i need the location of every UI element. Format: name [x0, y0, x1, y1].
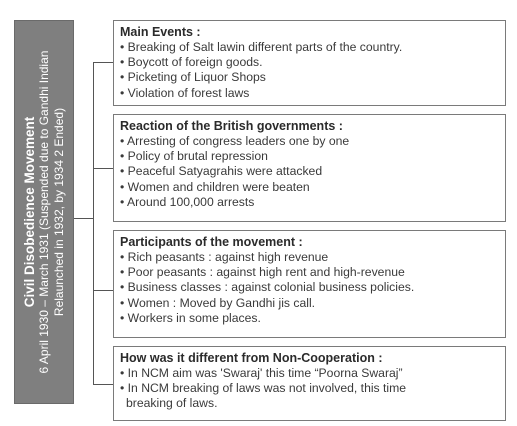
connector-from-panel [74, 218, 94, 219]
movement-title: Civil Disobedience Movement [21, 116, 37, 308]
list-item: • Policy of brutal repression [120, 149, 499, 164]
connector-difference [93, 384, 113, 385]
list-item: • Women : Moved by Gandhi jis call. [120, 296, 499, 311]
british-reaction-title: Reaction of the British governments : [120, 119, 343, 133]
main-events-box [113, 20, 506, 106]
list-item: • Picketing of Liquor Shops [120, 70, 499, 85]
list-item-continuation: breaking of laws. [126, 396, 218, 411]
list-item: • In NCM aim was 'Swaraj' this time “Poorna Swaraj” [120, 366, 499, 381]
list-item: • Peaceful Satyagrahis were attacked [120, 164, 499, 179]
main-events-title: Main Events : [120, 25, 201, 39]
list-item: • Workers in some places. [120, 311, 499, 326]
list-item: • In NCM breaking of laws was not involved, this time [120, 381, 499, 396]
participants-title: Participants of the movement : [120, 235, 303, 249]
list-item: • Violation of forest laws [120, 86, 499, 101]
movement-dates: 6 April 1930 – March 1931 (Suspended due to Gandhi Indian Relaunched in 1932, by 1934 2 Ended) [36, 50, 66, 374]
list-item: • Rich peasants : against high revenue [120, 250, 499, 265]
difference-box [113, 346, 506, 421]
list-item: • Breaking of Salt lawin different parts of the country. [120, 40, 499, 55]
list-item: • Women and children were beaten [120, 180, 499, 195]
list-item: • Boycott of foreign goods. [120, 55, 499, 70]
list-item: • Poor peasants : against high rent and high-revenue [120, 265, 499, 280]
connector-reaction [93, 168, 113, 169]
connector-spine [93, 62, 94, 384]
british-reaction-box [113, 114, 506, 222]
connector-participants [93, 290, 113, 291]
connector-main-events [93, 62, 113, 63]
participants-box [113, 230, 506, 338]
list-item: • Arresting of congress leaders one by one [120, 134, 499, 149]
movement-title-panel [14, 20, 74, 404]
difference-title: How was it different from Non-Cooperation : [120, 351, 383, 365]
list-item: • Around 100,000 arrests [120, 195, 499, 210]
list-item: • Business classes : against colonial business policies. [120, 280, 499, 295]
